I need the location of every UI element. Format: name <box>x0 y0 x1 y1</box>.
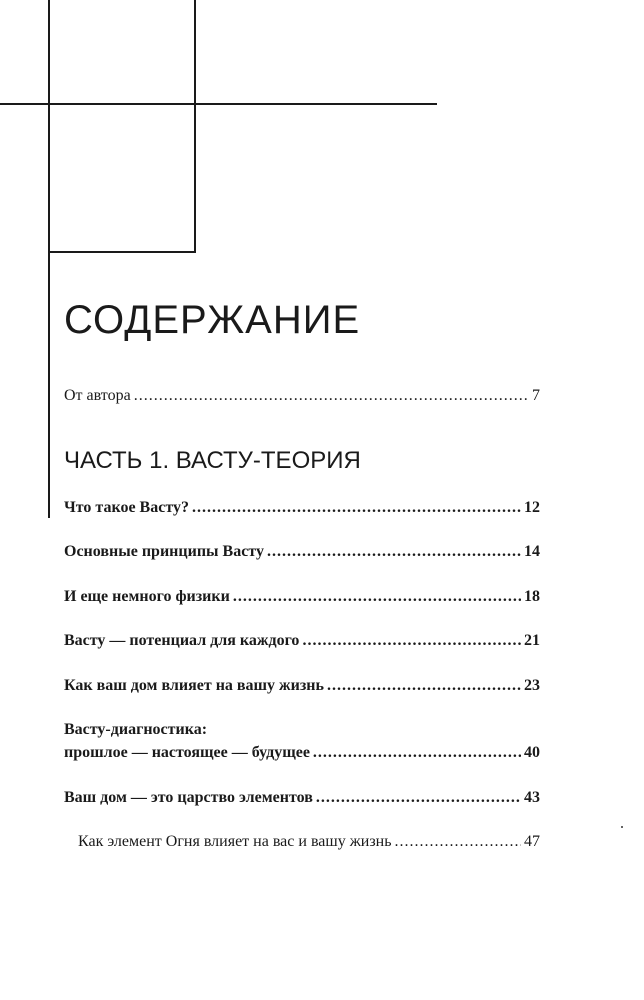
toc-entry[interactable] <box>64 498 540 518</box>
toc-page-number: 40 <box>524 744 540 761</box>
toc-entry-label: Как ваш дом влияет на вашу жизнь <box>64 677 324 694</box>
toc-page-number: 43 <box>524 789 540 806</box>
toc-entry[interactable] <box>64 587 540 607</box>
toc-dot-leader <box>327 676 521 696</box>
toc-page-number: 7 <box>532 387 540 404</box>
toc-entry[interactable] <box>64 788 540 808</box>
toc-dot-leader <box>313 743 521 763</box>
toc-entry-label: Как элемент Огня влияет на вас и вашу жизнь <box>78 833 392 850</box>
toc-dot-leader <box>395 832 522 852</box>
stray-dot-mark <box>621 826 623 828</box>
decor-horizontal-line-bottom <box>48 251 196 253</box>
toc-dot-leader <box>267 542 521 562</box>
toc-entry[interactable] <box>64 676 540 696</box>
toc-dot-leader <box>134 386 529 406</box>
toc-entry-label: От автора <box>64 387 131 404</box>
toc-page-number: 18 <box>524 588 540 605</box>
toc-entry-label: Васту — потенциал для каждого <box>64 632 300 649</box>
decor-vertical-line-left <box>48 0 50 518</box>
toc-entry[interactable] <box>64 743 540 763</box>
toc-entry-label: И еще немного физики <box>64 588 230 605</box>
toc-page-number: 12 <box>524 499 540 516</box>
toc-entry-label: Ваш дом — это царство элементов <box>64 789 313 806</box>
toc-page-number: 14 <box>524 543 540 560</box>
toc-page-number: 23 <box>524 677 540 694</box>
toc-page-number: 21 <box>524 632 540 649</box>
toc-entry-intro[interactable] <box>64 386 540 406</box>
toc-entry-label-line1: Васту-диагностика: <box>64 721 208 738</box>
toc-entry[interactable] <box>64 631 540 651</box>
toc-page-number: 47 <box>524 833 540 850</box>
toc-dot-leader <box>302 631 521 651</box>
toc-dot-leader <box>316 788 521 808</box>
decor-horizontal-line-top <box>0 103 437 105</box>
toc-dot-leader <box>233 587 521 607</box>
decor-vertical-line-right <box>194 0 196 252</box>
toc-entry-label: прошлое — настоящее — будущее <box>64 744 310 761</box>
toc-dot-leader <box>192 498 521 518</box>
toc-entry-label: Основные принципы Васту <box>64 543 264 560</box>
toc-subentry[interactable] <box>78 832 540 852</box>
page-title: СОДЕРЖАНИЕ <box>64 298 361 342</box>
part-heading: ЧАСТЬ 1. ВАСТУ-ТЕОРИЯ <box>64 447 361 474</box>
toc-entry[interactable] <box>64 542 540 562</box>
toc-entry-label: Что такое Васту? <box>64 499 189 516</box>
